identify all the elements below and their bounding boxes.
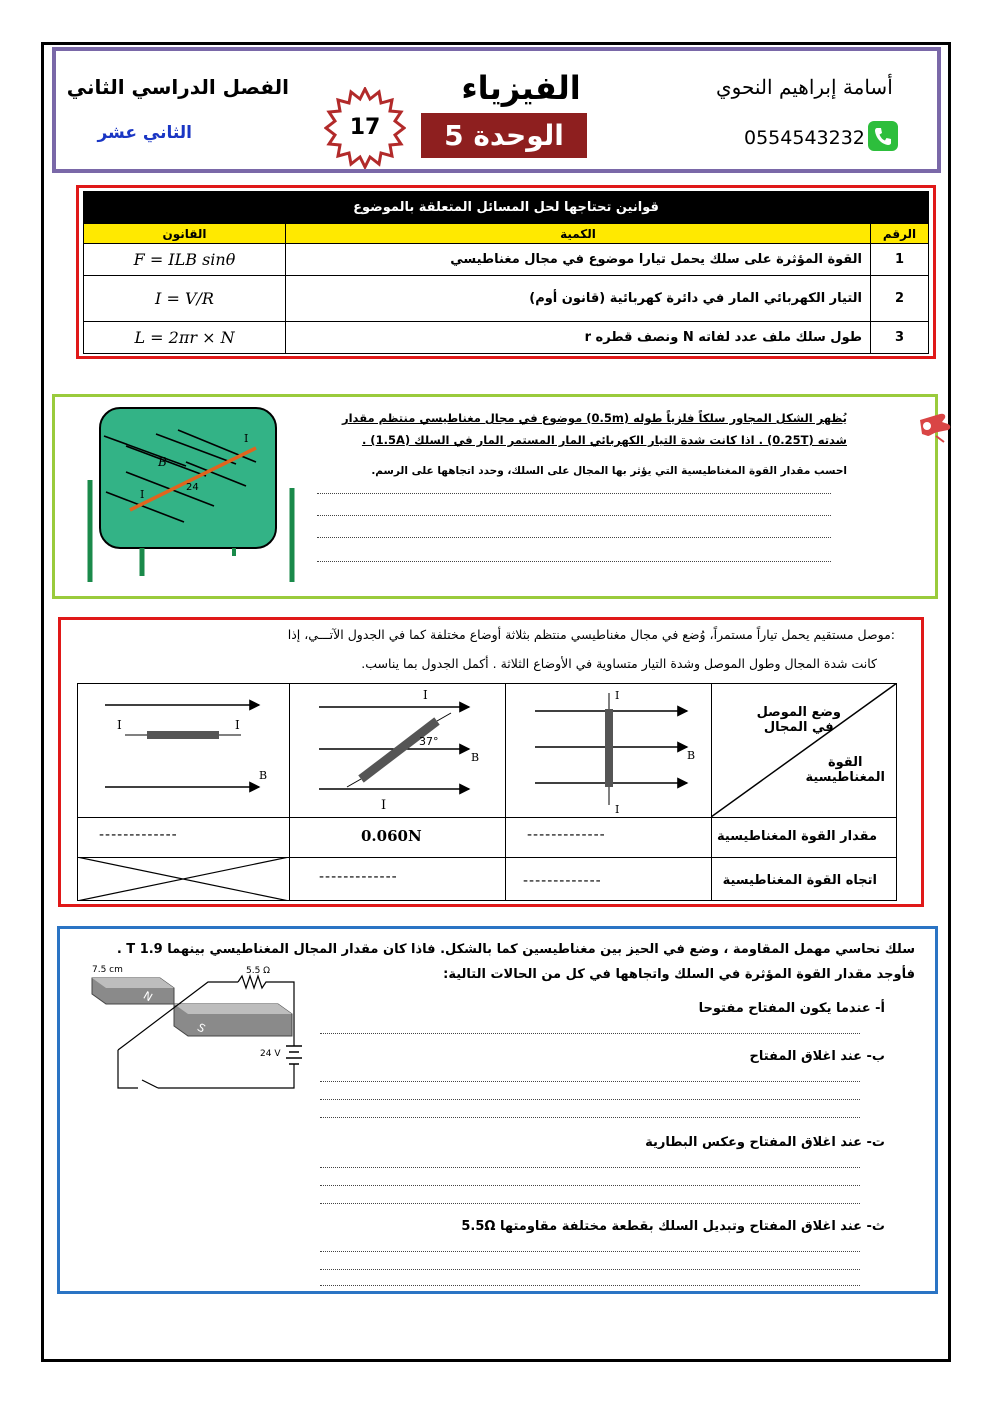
unit-label: الوحدة 5 <box>421 113 587 158</box>
page-header <box>52 47 941 173</box>
answer-line[interactable] <box>320 1117 860 1118</box>
phone-icon <box>868 121 898 151</box>
header-force <box>805 755 885 785</box>
teacher-name: أسامة إبراهيم النحوي <box>716 75 893 99</box>
field-label: B <box>259 769 268 782</box>
header-num: الرقم <box>871 224 929 244</box>
answer-line[interactable] <box>320 1251 860 1252</box>
answer-line[interactable] <box>317 515 831 516</box>
subject-title: الفيزياء <box>461 69 581 107</box>
answer-line[interactable] <box>320 1203 860 1204</box>
header-force-line2: المغناطيسية <box>805 770 885 785</box>
angled-wire-figure <box>289 683 505 817</box>
perpendicular-wire-figure <box>505 683 711 817</box>
current-label: I <box>140 488 145 501</box>
south-label: S <box>195 1020 208 1036</box>
row-quantity: طول سلك ملف عدد لفاته N ونصف قطره r <box>286 322 871 354</box>
question-1-task: احسب مقدار القوة المغناطيسية التي يؤثر بها المجال على السلك، وحدد اتجاهها على الرسم. <box>371 465 847 477</box>
direction-answer-angled[interactable]: ------------- <box>319 869 398 885</box>
current-label: I <box>615 689 620 702</box>
north-label: N <box>141 988 155 1005</box>
answer-line[interactable] <box>317 561 831 562</box>
magnitude-answer-perpendicular[interactable]: ------------- <box>527 827 606 843</box>
voltage-label: 24 V <box>260 1049 281 1059</box>
pointing-hand-icon <box>918 406 952 446</box>
question-3-line1: سلك نحاسي مهمل المقاومة ، وضع في الحيز بين مغناطيسين كما بالشكل. فاذا كان مقدار المجال المغناطيسي بينهما 1.9 T . <box>116 942 915 957</box>
field-label: B <box>471 751 480 764</box>
angle-label: 37° <box>419 735 439 748</box>
row-num: 1 <box>871 244 929 276</box>
answer-line[interactable] <box>320 1285 860 1286</box>
question-3-line2: فأوجد مقدار القوة المؤثرة في السلك واتجاهها في كل من الحالات التالية: <box>443 967 915 982</box>
header-force-line1: القوة <box>827 755 863 770</box>
row-quantity: القوة المؤثرة على سلك يحمل تيارا موضوع في مجال مغناطيسي <box>286 244 871 276</box>
header-position-line2: في المجال <box>763 720 834 735</box>
answer-line[interactable] <box>320 1167 860 1168</box>
table-row <box>84 322 929 354</box>
header-position-line1: وضع الموصل <box>756 705 841 720</box>
current-label: I <box>117 718 122 732</box>
row-law: F = ILB sinθ <box>84 244 286 276</box>
row-num: 2 <box>871 276 929 322</box>
header-quantity: الكمية <box>286 224 871 244</box>
answer-line[interactable] <box>320 1269 860 1270</box>
question-3-item-c: ت- عند اغلاق المفتاح وعكس البطارية <box>645 1135 885 1150</box>
question-2-section <box>58 617 924 907</box>
question-1-line2: شدته (0.25T) . اذا كانت شدة التيار الكهربائي المار المستمر المار في السلك (1.5A) . <box>361 433 847 447</box>
answer-line[interactable] <box>320 1185 860 1186</box>
current-label: I <box>235 718 240 732</box>
worksheet-number: 17 <box>349 115 381 140</box>
header-diagonal <box>711 683 897 817</box>
row-law: I = V/R <box>84 276 286 322</box>
magnitude-answer-parallel[interactable]: ------------- <box>99 827 178 843</box>
answer-line[interactable] <box>317 493 831 494</box>
header-law: القانون <box>84 224 286 244</box>
row-magnitude-label: مقدار القوة المغناطيسية <box>717 829 877 844</box>
phone-number: 0554543232 <box>744 127 865 149</box>
direction-answer-perpendicular[interactable]: ------------- <box>523 873 602 889</box>
magnitude-value-angled: 0.060N <box>361 827 422 845</box>
magnet-circuit-figure <box>88 960 308 1090</box>
question-2-line2: كانت شدة المجال وطول الموصل وشدة التيار متساوية في الأوضاع الثلاثة . أكمل الجدول بما يناسب. <box>361 656 877 671</box>
row-num: 3 <box>871 322 929 354</box>
angle-label: 24 <box>186 482 199 493</box>
question-1-line1: يُظهر الشكل المجاور سلكاً فلزياً طوله (0.5m) موضوع في مجال مغناطيسي منتظم مقدار <box>341 411 847 425</box>
resistance-label: 5.5 Ω <box>246 966 271 976</box>
row-law: L = 2πr × N <box>84 322 286 354</box>
grade-label: الثاني عشر <box>97 123 192 143</box>
current-label: I <box>423 688 428 702</box>
question-3-item-a: أ- عندما يكون المفتاح مفتوحا <box>698 1001 885 1016</box>
laws-title: قوانين تحتاجها لحل المسائل المتعلقة بالموضوع <box>84 192 929 224</box>
answer-line[interactable] <box>320 1033 860 1034</box>
question-2-line1: :موصل مستقيم يحمل تياراً مستمراً، وُضع في مجال مغناطيسي منتظم بثلاثة أوضاع مختلفة كما في الجدول الآتـــي، إذا <box>287 627 895 642</box>
length-label: 7.5 cm <box>92 965 123 975</box>
question-3-item-b: ب- عند اغلاق المفتاح <box>749 1049 885 1064</box>
question-3-item-d: ث- عند اغلاق المفتاح وتبديل السلك بقطعة مختلفة مقاومتها 5.5Ω <box>461 1219 885 1234</box>
current-label: I <box>244 432 249 445</box>
question-2-table <box>77 683 897 901</box>
current-label: I <box>381 798 387 813</box>
table-row <box>84 244 929 276</box>
laws-section <box>76 185 936 359</box>
row-quantity: التيار الكهربائي المار في دائرة كهربائية (قانون أوم) <box>286 276 871 322</box>
field-label: B <box>158 455 167 469</box>
semester-label: الفصل الدراسي الثاني <box>66 75 289 99</box>
grid-line <box>77 817 897 818</box>
table-row <box>84 276 929 322</box>
answer-line[interactable] <box>320 1099 860 1100</box>
parallel-wire-figure <box>77 683 289 817</box>
row-direction-label: اتجاه القوة المغناطيسية <box>722 873 877 888</box>
laws-table <box>83 191 929 354</box>
field-label: B <box>687 749 696 762</box>
question-1-statement <box>327 407 847 451</box>
current-label: I <box>615 803 620 816</box>
crossed-out-cell <box>77 857 289 901</box>
wire-in-field-figure <box>86 406 296 596</box>
answer-line[interactable] <box>320 1081 860 1082</box>
header-position <box>757 705 841 735</box>
answer-line[interactable] <box>317 537 831 538</box>
